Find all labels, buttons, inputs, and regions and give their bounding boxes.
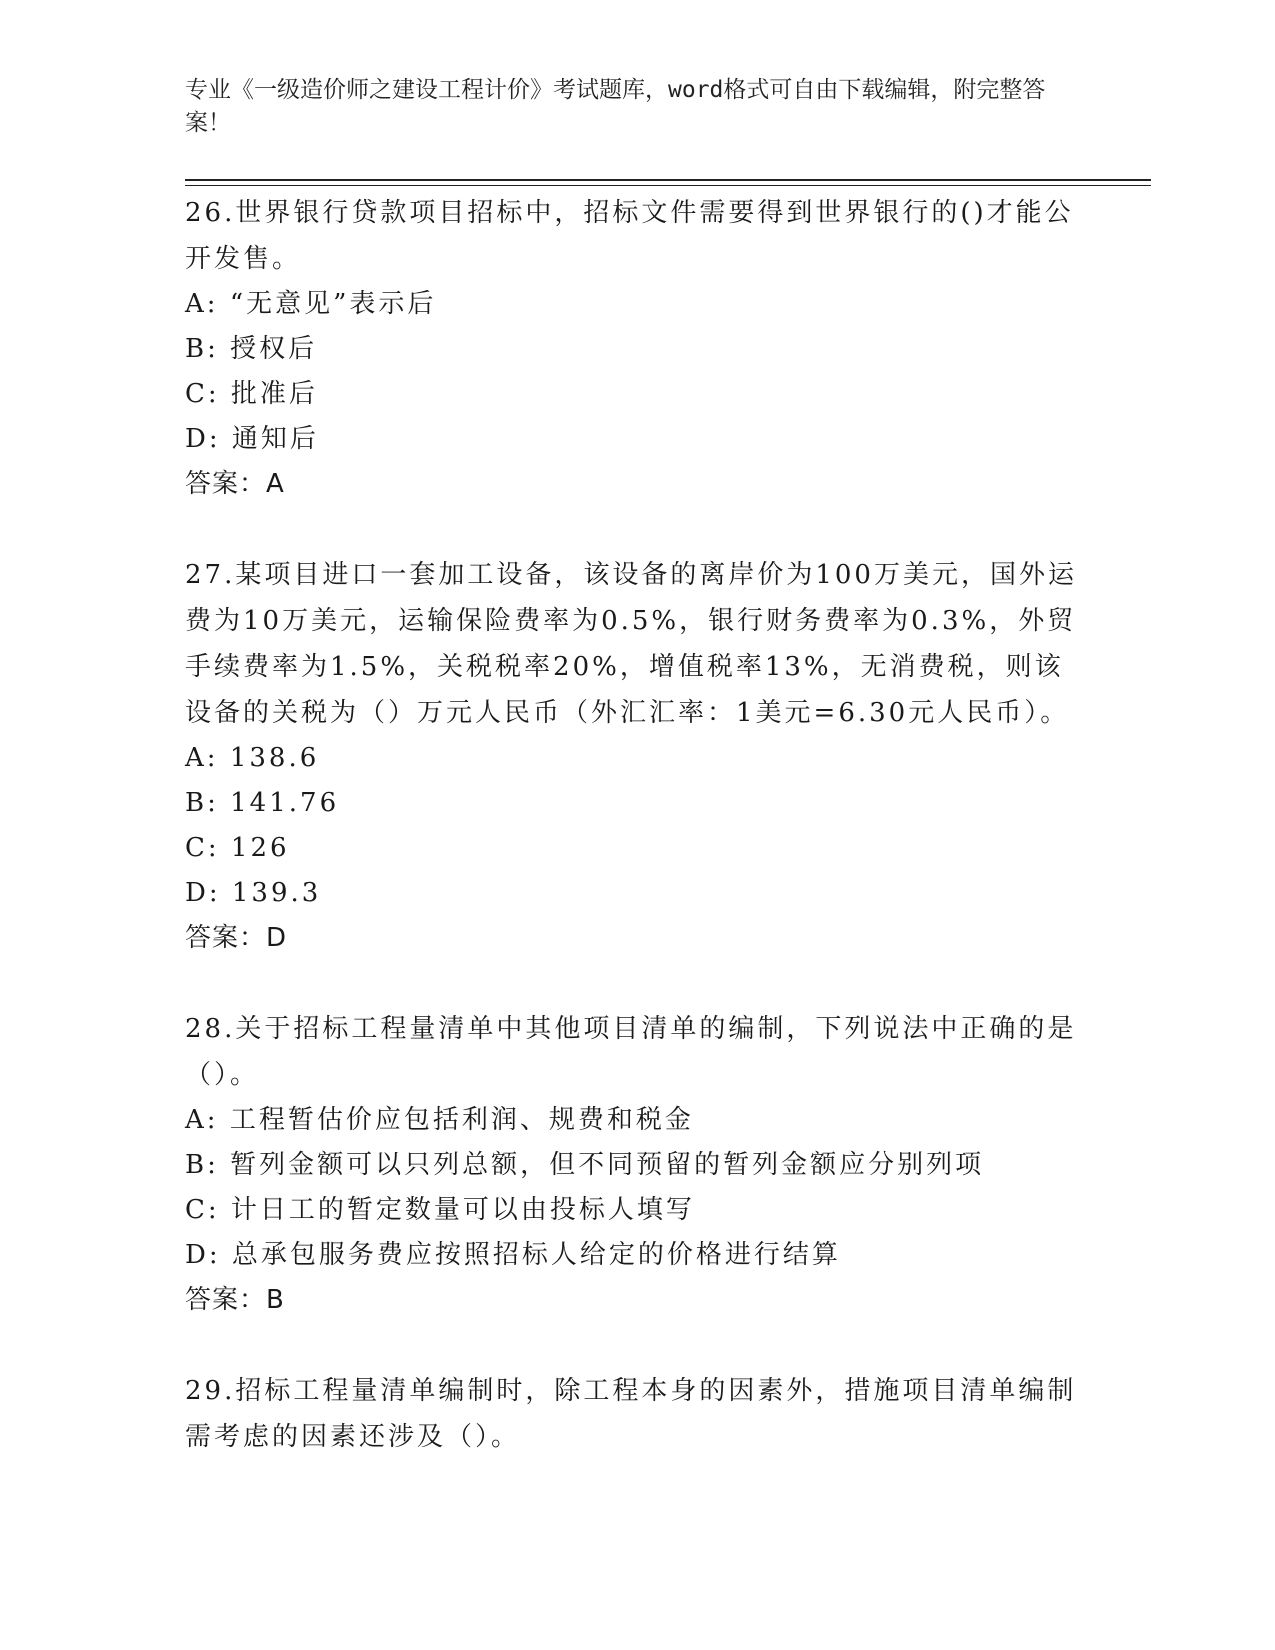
option-text: 授权后 bbox=[230, 334, 318, 364]
option-b bbox=[185, 327, 1085, 372]
option-d bbox=[185, 417, 1085, 462]
option-text: 138.6 bbox=[229, 743, 320, 773]
option-d bbox=[185, 871, 1085, 916]
option-text: 计日工的暂定数量可以由投标人填写 bbox=[230, 1195, 695, 1225]
answer-value: B bbox=[266, 1285, 285, 1315]
answer-value: D bbox=[266, 923, 288, 953]
option-key: D: bbox=[185, 424, 221, 454]
option-text: 139.3 bbox=[231, 878, 322, 908]
option-text: 通知后 bbox=[231, 424, 319, 454]
question-stem: 29.招标工程量清单编制时，除工程本身的因素外，措施项目清单编制需考虑的因素还涉及（）。 bbox=[185, 1376, 1077, 1452]
option-key: D: bbox=[185, 878, 221, 908]
option-a bbox=[185, 736, 1085, 781]
answer-value: A bbox=[266, 469, 285, 499]
option-c bbox=[185, 1188, 1085, 1233]
question-spacer bbox=[185, 961, 1085, 1006]
option-a bbox=[185, 282, 1085, 327]
question-29 bbox=[185, 1368, 1085, 1460]
option-key: C: bbox=[185, 379, 220, 409]
option-text: 批准后 bbox=[230, 379, 318, 409]
option-key: A: bbox=[185, 1105, 219, 1135]
option-c bbox=[185, 372, 1085, 417]
option-key: A: bbox=[185, 743, 219, 773]
header-rule-thick bbox=[185, 179, 1151, 181]
option-b bbox=[185, 781, 1085, 826]
answer-label: 答案： bbox=[185, 1285, 267, 1315]
question-stem: 26.世界银行贷款项目招标中，招标文件需要得到世界银行的()才能公开发售。 bbox=[185, 198, 1074, 274]
question-26 bbox=[185, 190, 1085, 507]
option-text: 工程暂估价应包括利润、规费和税金 bbox=[229, 1105, 694, 1135]
question-spacer bbox=[185, 507, 1085, 552]
option-key: B: bbox=[185, 334, 219, 364]
option-text: 141.76 bbox=[230, 788, 340, 818]
option-key: D: bbox=[185, 1240, 221, 1270]
question-stem: 27.某项目进口一套加工设备，该设备的离岸价为100万美元，国外运费为10万美元，运输保险费率为0.5%，银行财务费率为0.3%，外贸手续费率为1.5%，关税税率20%，增值税率13%，无消费税，则该设备的关税为（）万元人民币（外汇汇率：1美元=6.30元人民币）。 bbox=[185, 560, 1077, 728]
option-key: C: bbox=[185, 833, 220, 863]
answer-label: 答案： bbox=[185, 469, 267, 499]
option-text: 126 bbox=[230, 833, 290, 863]
question-stem: 28.关于招标工程量清单中其他项目清单的编制，下列说法中正确的是（）。 bbox=[185, 1014, 1077, 1090]
option-text: “无意见”表示后 bbox=[229, 289, 437, 319]
option-a bbox=[185, 1098, 1085, 1143]
header-rule-thin bbox=[185, 185, 1151, 186]
document-header: 专业《一级造价师之建设工程计价》考试题库，word格式可自由下载编辑，附完整答案！ bbox=[185, 77, 1046, 136]
answer-line bbox=[185, 1278, 1085, 1323]
question-28 bbox=[185, 1006, 1085, 1323]
option-text: 暂列金额可以只列总额，但不同预留的暂列金额应分别列项 bbox=[230, 1150, 985, 1180]
question-27 bbox=[185, 552, 1085, 961]
option-key: C: bbox=[185, 1195, 220, 1225]
option-b bbox=[185, 1143, 1085, 1188]
question-spacer bbox=[185, 1323, 1085, 1368]
option-text: 总承包服务费应按照招标人给定的价格进行结算 bbox=[231, 1240, 841, 1270]
answer-label: 答案： bbox=[185, 923, 267, 953]
answer-line bbox=[185, 916, 1085, 961]
option-c bbox=[185, 826, 1085, 871]
option-key: B: bbox=[185, 788, 219, 818]
answer-line bbox=[185, 462, 1085, 507]
option-key: B: bbox=[185, 1150, 219, 1180]
question-list bbox=[185, 190, 1085, 1460]
option-key: A: bbox=[185, 289, 219, 319]
option-d bbox=[185, 1233, 1085, 1278]
